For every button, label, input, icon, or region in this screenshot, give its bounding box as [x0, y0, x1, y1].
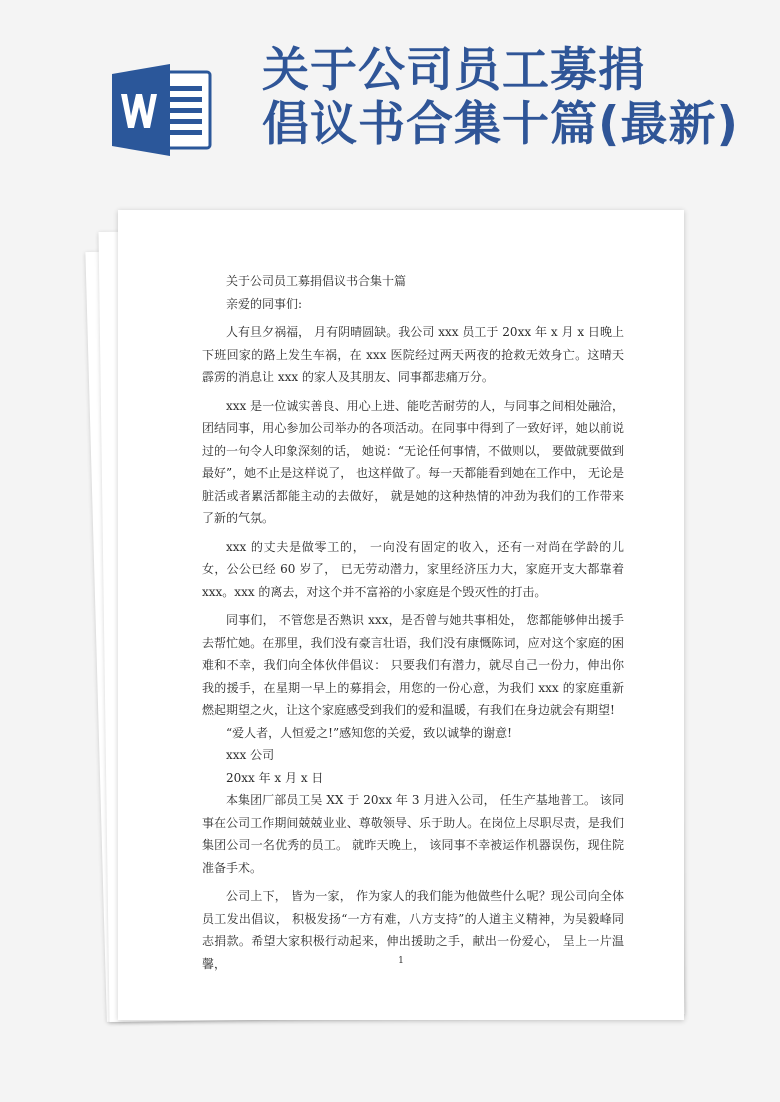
document-title: 关于公司员工募捐 倡议书合集十篇(最新) [262, 43, 739, 152]
paragraph: 公司上下， 皆为一家， 作为家人的我们能为他做些什么呢？现公司向全体员工发出倡议， 积极发扬“一方有难，八方支持”的人道主义精神，为吴毅峰同志捐款。希望大家积极行动起来，伸出援助之手，献出一份爱心， 呈上一片温馨， [202, 889, 624, 971]
signature-company: xxx 公司 [226, 748, 275, 762]
doc-heading: 关于公司员工募捐倡议书合集十篇 [226, 274, 407, 288]
salutation: 亲爱的同事们: [226, 296, 303, 311]
paragraph: 人有旦夕祸福， 月有阴晴圆缺。我公司 xxx 员工于 20xx 年 x 月 x 日晚上下班回家的路上发生车祸，在 xxx 医院经过两天两夜的抢救无效身亡。这晴天霹雳的消息让 xxx 的家人及其朋友、同事都悲痛万分。 [202, 325, 624, 384]
document-body [202, 270, 624, 975]
header-banner [0, 0, 780, 190]
paragraph: 本集团厂部员工吴 XX 于 20xx 年 3 月进入公司， 任生产基地普工。 该同事在公司工作期间兢兢业业、尊敬领导、乐于助人。在岗位上尽职尽责，是我们集团公司一名优秀的员工。 就昨天晚上， 该同事不幸被运作机器误伤，现住院准备手术。 [202, 793, 624, 875]
paragraph: xxx 的丈夫是做零工的， 一向没有固定的收入，还有一对尚在学龄的儿女，公公已经 60 岁了， 已无劳动潜力，家里经济压力大，家庭开支大都靠着 xxx。xxx 的离去，对这个并不富裕的小家庭是个毁灭性的打击。 [202, 539, 624, 599]
closing-thanks: “爱人者，人恒爱之!”感知您的关爱，致以诚挚的谢意! [226, 725, 512, 740]
paragraph: 同事们， 不管您是否熟识 xxx，是否曾与她共事相处， 您都能够伸出援手去帮忙她。在那里，我们没有豪言壮语，我们没有康慨陈词，应对这个家庭的困难和不幸，我们向全体伙伴倡议： 只要我们有潜力，就尽自己一份力，伸出你我的援手，在星期一早上的募捐会，用您的一份心意，为我们 xxx 的家庭重新燃起期望之火，让这个家庭感受到我们的爱和温暖，有我们在身边就会有期望! [202, 613, 624, 717]
document-page [118, 210, 684, 1020]
word-document-icon [112, 64, 216, 156]
paragraph: xxx 是一位诚实善良、用心上进、能吃苦耐劳的人，与同事之间相处融洽，团结同事，用心参加公司举办的各项活动。在同事中得到了一致好评，她以前说过的一句令人印象深刻的话， 她说：“无论任何事情，不做则以， 要做就要做到最好”，她不止是这样说了， 也这样做了。每一天都能看到她在工作中， 无论是脏活或者累活都能主动的去做好， 就是她的这种热情的冲劲为我们的工作带来了新的气氛。 [202, 398, 624, 525]
page-number: 1 [398, 956, 404, 966]
signature-date: 20xx 年 x 月 x 日 [226, 770, 324, 785]
